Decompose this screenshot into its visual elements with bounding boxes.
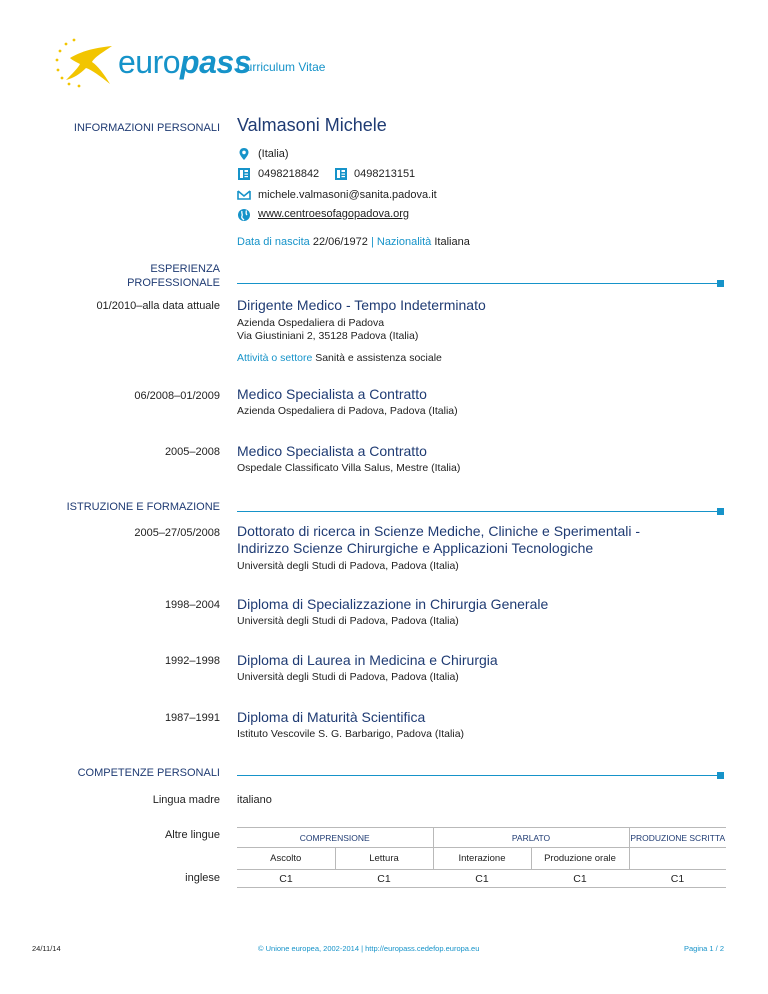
level-writing: C1 xyxy=(629,870,726,888)
education-date: 1987–1991 xyxy=(164,712,220,724)
section-divider xyxy=(237,775,717,776)
education-title: Diploma di Specializzazione in Chirurgia Generale xyxy=(237,596,549,612)
education-date: 1998–2004 xyxy=(164,599,220,611)
experience-employer: Azienda Ospedaliera di Padova xyxy=(237,317,385,329)
experience-employer: Azienda Ospedaliera di Padova, Padova (Italia) xyxy=(237,405,458,417)
birth-nationality-line xyxy=(237,236,470,248)
language-table-header xyxy=(237,828,726,848)
website-icon xyxy=(237,208,251,222)
sub-writing xyxy=(629,848,726,870)
education-title: Indirizzo Scienze Chirurgiche e Applicazioni Tecnologiche xyxy=(237,540,594,556)
education-institution: Università degli Studi di Padova, Padova (Italia) xyxy=(237,560,459,572)
education-date: 1992–1998 xyxy=(164,655,220,667)
language-table-subheader xyxy=(237,848,726,870)
sub-interaction: Interazione xyxy=(433,848,531,870)
education-institution: Università degli Studi di Padova, Padova (Italia) xyxy=(237,671,459,683)
education-date: 2005–27/05/2008 xyxy=(134,527,220,539)
fax-number[interactable]: 0498213151 xyxy=(354,168,416,180)
mother-tongue-value: italiano xyxy=(237,794,272,806)
section-square-marker xyxy=(717,772,724,779)
nationality-label: Nazionalità xyxy=(376,236,432,248)
email-address[interactable]: michele.valmasoni@sanita.padova.it xyxy=(258,189,437,201)
level-listening: C1 xyxy=(237,870,335,888)
experience-sector xyxy=(237,352,442,365)
experience-employer: Ospedale Classificato Villa Salus, Mestre (Italia) xyxy=(237,462,461,474)
europass-logo-icon xyxy=(52,36,122,96)
section-divider xyxy=(237,283,717,284)
other-languages-label: Altre lingue xyxy=(164,829,220,841)
education-title: Diploma di Laurea in Medicina e Chirurgia xyxy=(237,652,498,668)
sub-reading: Lettura xyxy=(335,848,433,870)
location-pin-icon xyxy=(237,147,251,161)
phone-number[interactable]: 0498218842 xyxy=(258,168,320,180)
sector-value: Sanità e assistenza sociale xyxy=(315,352,442,364)
footer-date: 24/11/14 xyxy=(32,944,61,953)
section-label-education: ISTRUZIONE E FORMAZIONE xyxy=(66,501,220,513)
section-square-marker xyxy=(717,508,724,515)
section-label-experience xyxy=(127,262,220,290)
experience-title: Medico Specialista a Contratto xyxy=(237,443,427,459)
experience-date: 06/2008–01/2009 xyxy=(134,390,220,402)
birth-value: 22/06/1972 xyxy=(312,236,368,248)
person-name: Valmasoni Michele xyxy=(237,115,387,135)
separator: | xyxy=(370,236,374,248)
email-icon xyxy=(237,188,251,202)
europass-logo xyxy=(52,36,251,96)
sector-label: Attività o settore xyxy=(237,352,313,364)
sub-oral-production: Produzione orale xyxy=(531,848,629,870)
level-reading: C1 xyxy=(335,870,433,888)
education-title: Dottorato di ricerca in Scienze Mediche, Cliniche e Sperimentali - xyxy=(237,523,641,539)
language-name: inglese xyxy=(185,872,220,884)
experience-address: Via Giustiniani 2, 35128 Padova (Italia) xyxy=(237,330,419,342)
header-speaking: PARLATO xyxy=(433,828,629,848)
phone-icon xyxy=(237,167,251,181)
section-square-marker xyxy=(717,280,724,287)
section-label-line: ESPERIENZA xyxy=(150,263,220,275)
section-divider xyxy=(237,511,717,512)
header-writing: PRODUZIONE SCRITTA xyxy=(629,828,726,848)
website-link[interactable]: www.centroesofagopadova.org xyxy=(258,208,410,220)
address: (Italia) xyxy=(258,148,289,160)
cv-title: Curriculum Vitae xyxy=(237,60,326,74)
nationality-value: Italiana xyxy=(434,236,470,248)
europass-wordmark: europass xyxy=(118,44,251,80)
mother-tongue-label: Lingua madre xyxy=(152,794,220,806)
level-oral-production: C1 xyxy=(531,870,629,888)
section-label-skills: COMPETENZE PERSONALI xyxy=(77,767,220,779)
experience-title: Medico Specialista a Contratto xyxy=(237,386,427,402)
footer-page-number: Pagina 1 / 2 xyxy=(683,944,724,953)
fax-icon xyxy=(334,167,348,181)
education-institution: Università degli Studi di Padova, Padova (Italia) xyxy=(237,615,459,627)
education-institution: Istituto Vescovile S. G. Barbarigo, Padova (Italia) xyxy=(237,728,465,740)
experience-date: 01/2010–alla data attuale xyxy=(96,300,220,312)
language-table xyxy=(237,827,726,888)
experience-date: 2005–2008 xyxy=(164,446,220,458)
header-comprehension: COMPRENSIONE xyxy=(237,828,433,848)
education-title: Diploma di Maturità Scientifica xyxy=(237,709,426,725)
sub-listening: Ascolto xyxy=(237,848,335,870)
footer-copyright: © Unione europea, 2002-2014 | http://europass.cedefop.europa.eu xyxy=(258,944,480,953)
section-label-personal: INFORMAZIONI PERSONALI xyxy=(73,122,220,134)
birth-label: Data di nascita xyxy=(237,236,310,248)
experience-title: Dirigente Medico - Tempo Indeterminato xyxy=(237,297,486,313)
table-row xyxy=(237,870,726,888)
level-interaction: C1 xyxy=(433,870,531,888)
section-label-line: PROFESSIONALE xyxy=(127,277,220,289)
